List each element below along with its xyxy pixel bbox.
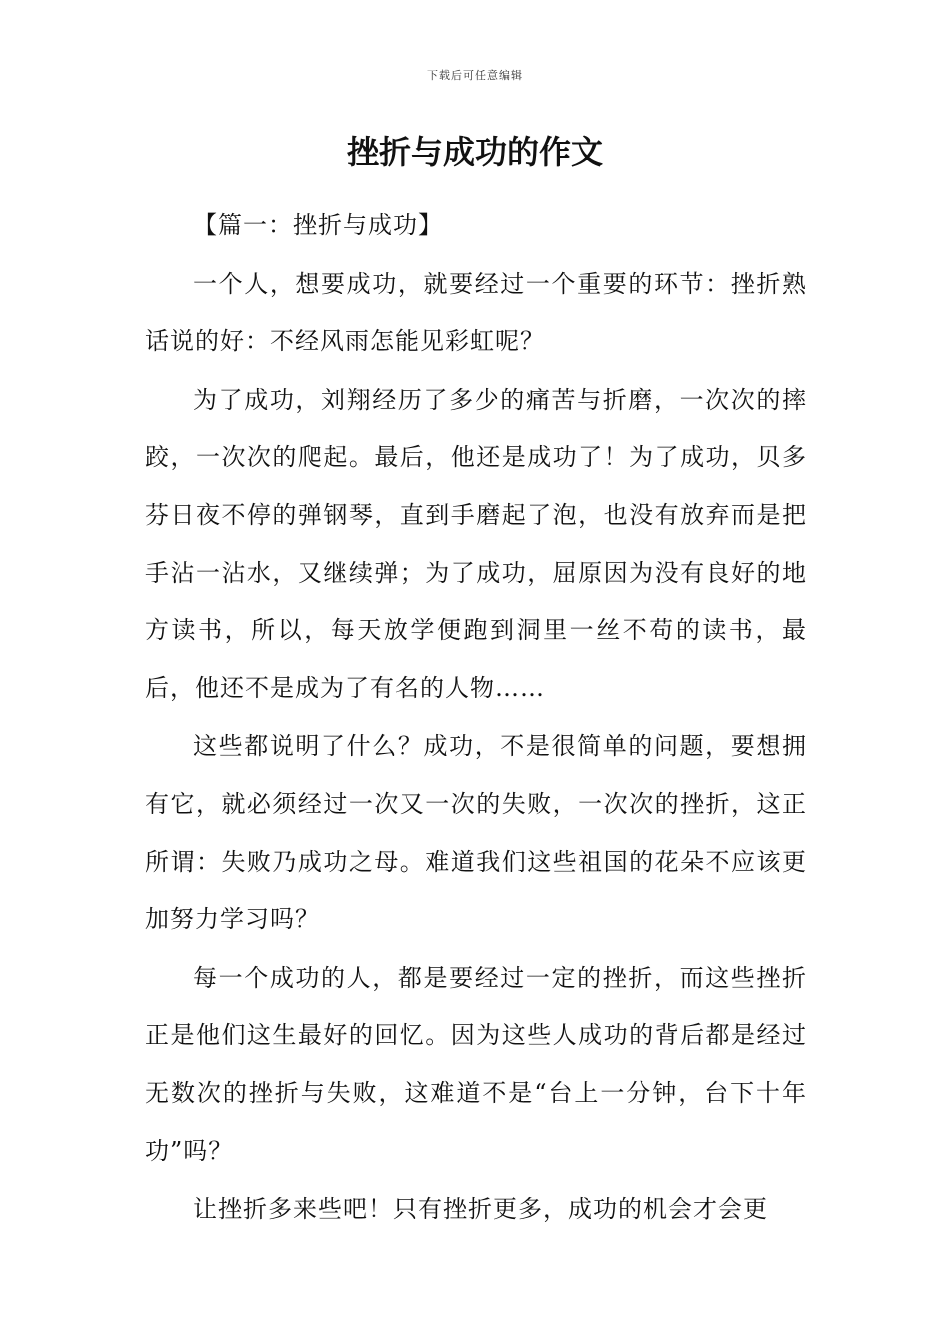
paragraph-2: 为了成功，刘翔经历了多少的痛苦与折磨，一次次的摔跤，一次次的爬起。最后，他还是成功了！为了成功，贝多芬日夜不停的弹钢琴，直到手磨起了泡，也没有放弃而是把手沾一沾水，又继续弹；为了成功，屈原因为没有良好的地方读书，所以，每天放学便跑到洞里一丝不苟的读书，最后，他还不是成为了有名的人物……	[145, 385, 807, 702]
paragraph-4: 每一个成功的人，都是要经过一定的挫折，而这些挫折正是他们这生最好的回忆。因为这些人成功的背后都是经过无数次的挫折与失败，这难道不是“台上一分钟，台下十年功”吗？	[145, 963, 807, 1165]
document-body	[145, 197, 807, 1240]
document-title: 挫折与成功的作文	[346, 133, 603, 171]
paragraph-5: 让挫折多来些吧！只有挫折更多，成功的机会才会更	[193, 1195, 768, 1224]
paragraph-3: 这些都说明了什么？成功，不是很简单的问题，要想拥有它，就必须经过一次又一次的失败，一次次的挫折，这正所谓：失败乃成功之母。难道我们这些祖国的花朵不应该更加努力学习吗？	[145, 732, 807, 934]
header-note: 下载后可任意编辑	[427, 69, 523, 82]
paragraph-1: 一个人，想要成功，就要经过一个重要的环节：挫折熟话说的好：不经风雨怎能见彩虹呢？	[145, 269, 807, 356]
section-heading: 【篇一：挫折与成功】	[193, 211, 443, 239]
